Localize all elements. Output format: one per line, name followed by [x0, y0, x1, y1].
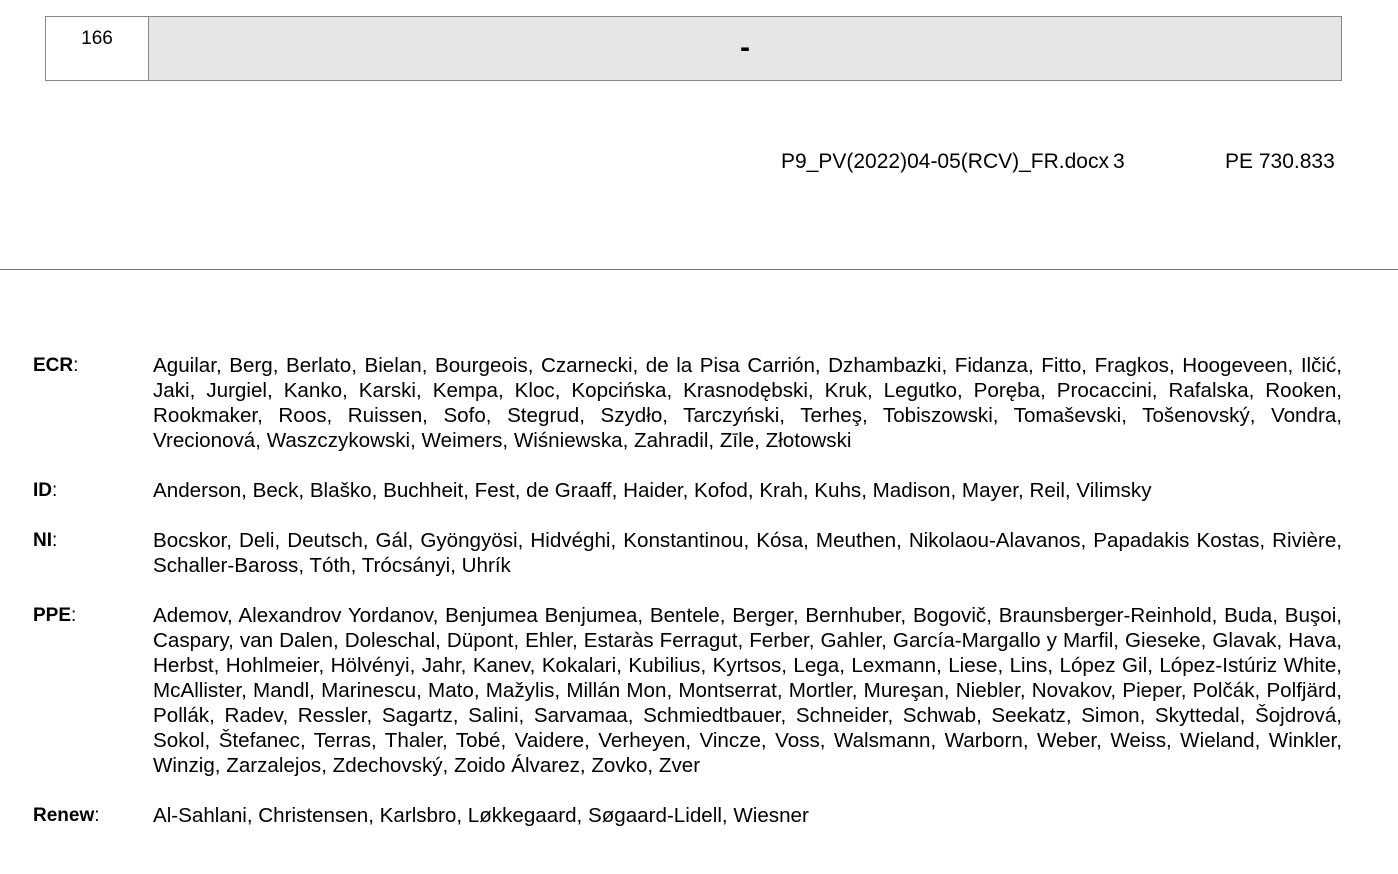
group-ecr — [0, 353, 1398, 453]
group-names: Ademov, Alexandrov Yordanov, Benjumea Benjumea, Bentele, Berger, Bernhuber, Bogovič, Braunsberger-Reinhold, Buda, Buşoi, Caspary, van Dalen, Doleschal, Düpont, Ehler, Estaràs Ferragut, Ferber, Gahler, García-Margallo y Marfil, Gieseke, Glavak, Hava, Herbst, Hohlmeier, Hölvényi, Jahr, Kanev, Kokalari, Kubilius, Kyrtsos, Lega, Lexmann, Liese, Lins, López Gil, López-Istúriz White, McAllister, Mandl, Marinescu, Mato, Mažylis, Millán Mon, Montserrat, Mortler, Mureşan, Niebler, Novakov, Pieper, Polčák, Polfjärd, Pollák, Radev, Ressler, Sagartz, Salini, Sarvamaa, Schmiedtbauer, Schneider, Schwab, Seekatz, Simon, Skyttedal, Šojdrová, Sokol, Štefanec, Terras, Thaler, Tobé, Vaidere, Verheyen, Vincze, Voss, Walsmann, Warborn, Weber, Weiss, Wieland, Winkler, Winzig, Zarzalejos, Zdechovský, Zoido Álvarez, Zovko, Zver — [153, 604, 1342, 777]
group-id — [0, 478, 1398, 503]
group-label: ID: — [33, 480, 58, 501]
group-label: ECR: — [33, 355, 79, 376]
group-ppe — [0, 603, 1398, 778]
group-list — [0, 353, 1398, 853]
page-divider — [0, 269, 1398, 270]
group-ni — [0, 528, 1398, 578]
filename: P9_PV(2022)04-05(RCV)_FR.docx — [781, 150, 1109, 173]
page-number: 3 — [1112, 150, 1125, 173]
group-renew — [0, 803, 1398, 828]
group-names: Aguilar, Berg, Berlato, Bielan, Bourgeois, Czarnecki, de la Pisa Carrión, Dzhambazki, Fidanza, Fitto, Fragkos, Hoogeveen, Ilčić, Jaki, Jurgiel, Kanko, Karski, Kempa, Kloc, Kopcińska, Krasnodębski, Kruk, Legutko, Poręba, Procaccini, Rafalska, Rooken, Rookmaker, Roos, Ruissen, Sofo, Stegrud, Szydło, Tarczyński, Terheş, Tobiszowski, Tomaševski, Tošenovský, Vondra, Vrecionová, Waszczykowski, Weimers, Wiśniewska, Zahradil, Zīle, Złotowski — [153, 354, 1342, 452]
footer-reference: PE 730.833 — [1225, 150, 1335, 173]
group-label: PPE: — [33, 605, 77, 626]
group-label: NI: — [33, 530, 58, 551]
group-names: Bocskor, Deli, Deutsch, Gál, Gyöngyösi, Hidvéghi, Konstantinou, Kósa, Meuthen, Nikolaou-Alavanos, Papadakis Kostas, Rivière, Schaller-Baross, Tóth, Trócsányi, Uhrík — [153, 529, 1342, 577]
vote-number: 166 — [46, 17, 149, 80]
group-names: Anderson, Beck, Blaško, Buchheit, Fest, de Graaff, Haider, Kofod, Krah, Kuhs, Madison, Mayer, Reil, Vilimsky — [153, 479, 1152, 502]
vote-header-box — [45, 16, 1342, 81]
group-names: Al-Sahlani, Christensen, Karlsbro, Løkkegaard, Søgaard-Lidell, Wiesner — [153, 804, 809, 827]
footer-filename — [781, 150, 1125, 174]
vote-title: - — [149, 17, 1341, 80]
group-label: Renew: — [33, 805, 100, 826]
